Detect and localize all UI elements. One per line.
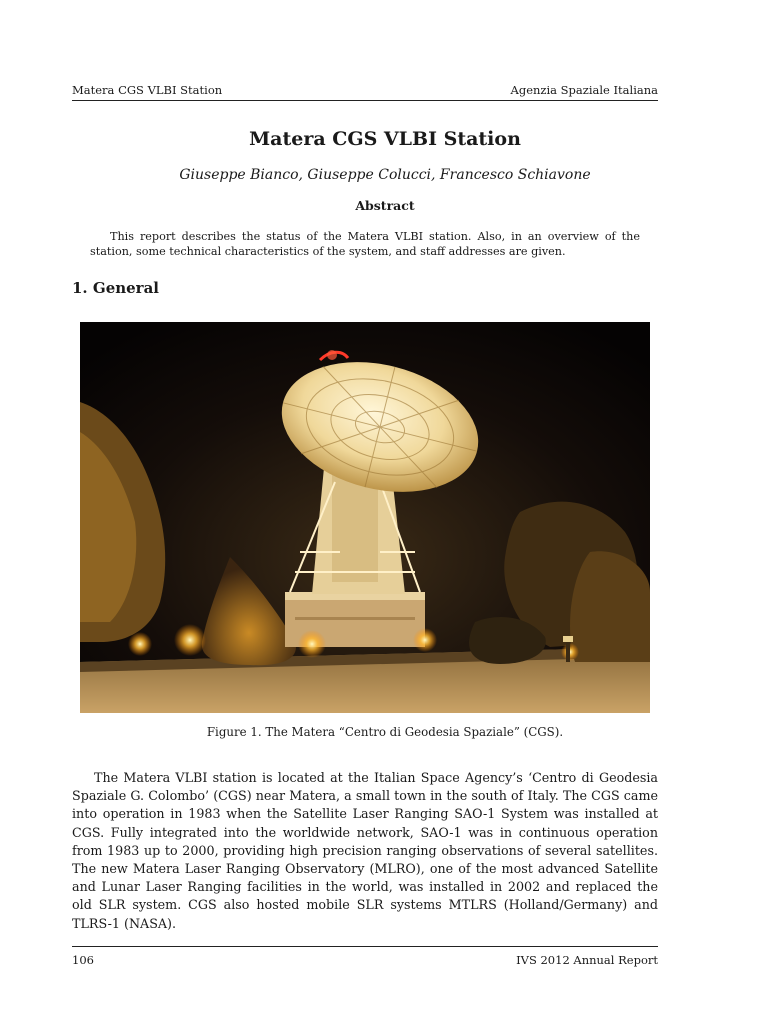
page-title: Matera CGS VLBI Station xyxy=(249,128,521,150)
abstract-text: This report describes the status of the Matera VLBI station. Also, in an overview of the station, some technical characteristics of the system, and staff addresses are given. xyxy=(90,230,640,258)
figure-caption: Figure 1. The Matera “Centro di Geodesia Spaziale” (CGS). xyxy=(206,725,564,739)
abstract-heading: Abstract xyxy=(355,198,415,213)
page-number: 106 xyxy=(72,953,94,967)
body-paragraph: The Matera VLBI station is located at the Italian Space Agency’s ‘Centro di Geodesia Spaziale G. Colombo’ (CGS) near Matera, a small town in the south of Italy. The CGS came into operation in 1983 when the Satellite Laser Ranging SAO-1 System was installed at CGS. Fully integrated into the worldwide network, SAO-1 was in continuous operation from 1983 up to 2000, providing high precision ranging observations of several satellites. The new Matera Laser Ranging Observatory (MLRO), one of the most advanced Satellite and Lunar Laser Ranging facilities in the world, was installed in 2002 and replaced the old SLR system. CGS also hosted mobile SLR systems MTLRS (Holland/Germany) and TLRS-1 (NASA). xyxy=(72,770,658,931)
report-name: IVS 2012 Annual Report xyxy=(516,953,658,967)
running-header xyxy=(72,83,658,101)
section-heading: 1. General xyxy=(72,279,160,297)
author-list: Giuseppe Bianco, Giuseppe Colucci, Francesco Schiavone xyxy=(179,167,591,183)
header-right: Agenzia Spaziale Italiana xyxy=(510,83,658,97)
page-footer xyxy=(72,946,658,967)
figure-photo-radio-telescope xyxy=(80,322,650,713)
header-left: Matera CGS VLBI Station xyxy=(72,83,223,97)
